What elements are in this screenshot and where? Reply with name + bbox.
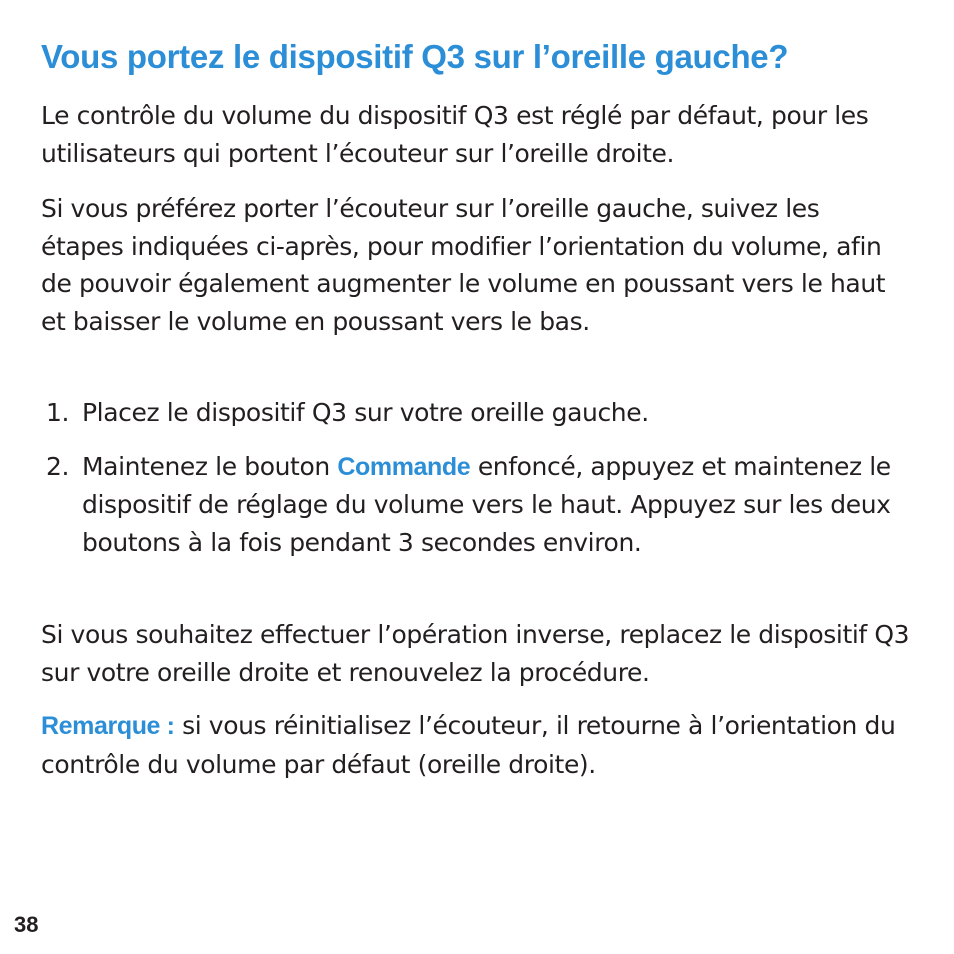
- intro-paragraph: Le contrôle du volume du dispositif Q3 est réglé par défaut, pour les utilisateurs qui portent l’écouteur sur l’oreille droite.: [41, 101, 869, 168]
- page-number: 38: [14, 912, 39, 937]
- note-label: Remarque :: [41, 712, 175, 740]
- note-text: si vous réinitialisez l’écouteur, il retourne à l’orientation du contrôle du volume par défaut (oreille droite).: [41, 711, 896, 779]
- reverse-paragraph: Si vous souhaitez effectuer l’opération inverse, replacez le dispositif Q3 sur votre oreille droite et renouvelez la procédure.: [41, 620, 910, 687]
- step-number: 2.: [46, 451, 70, 481]
- step-text-after: enfoncé, appuyez et maintenez le dispositif de réglage du volume vers le haut. Appuyez sur les deux boutons à la fois pendant 3 secondes environ.: [82, 451, 891, 557]
- steps-list: [46, 394, 926, 561]
- step-text: Placez le dispositif Q3 sur votre oreille gauche.: [82, 398, 649, 427]
- note-paragraph: [41, 707, 921, 783]
- list-item: [46, 394, 926, 432]
- page-title: Vous portez le dispositif Q3 sur l’oreille gauche?: [41, 38, 789, 75]
- step-number: 1.: [46, 398, 70, 427]
- list-item: [46, 448, 926, 562]
- command-button-label: Commande: [337, 452, 471, 481]
- instructions-paragraph: Si vous préférez porter l’écouteur sur l’oreille gauche, suivez les étapes indiquées ci-après, pour modifier l’orientation du volume, afin de pouvoir également augmenter le volume en poussant vers le haut et baisser le volume en poussant vers le bas.: [41, 194, 886, 336]
- step-text-before: Maintenez le bouton: [82, 451, 338, 481]
